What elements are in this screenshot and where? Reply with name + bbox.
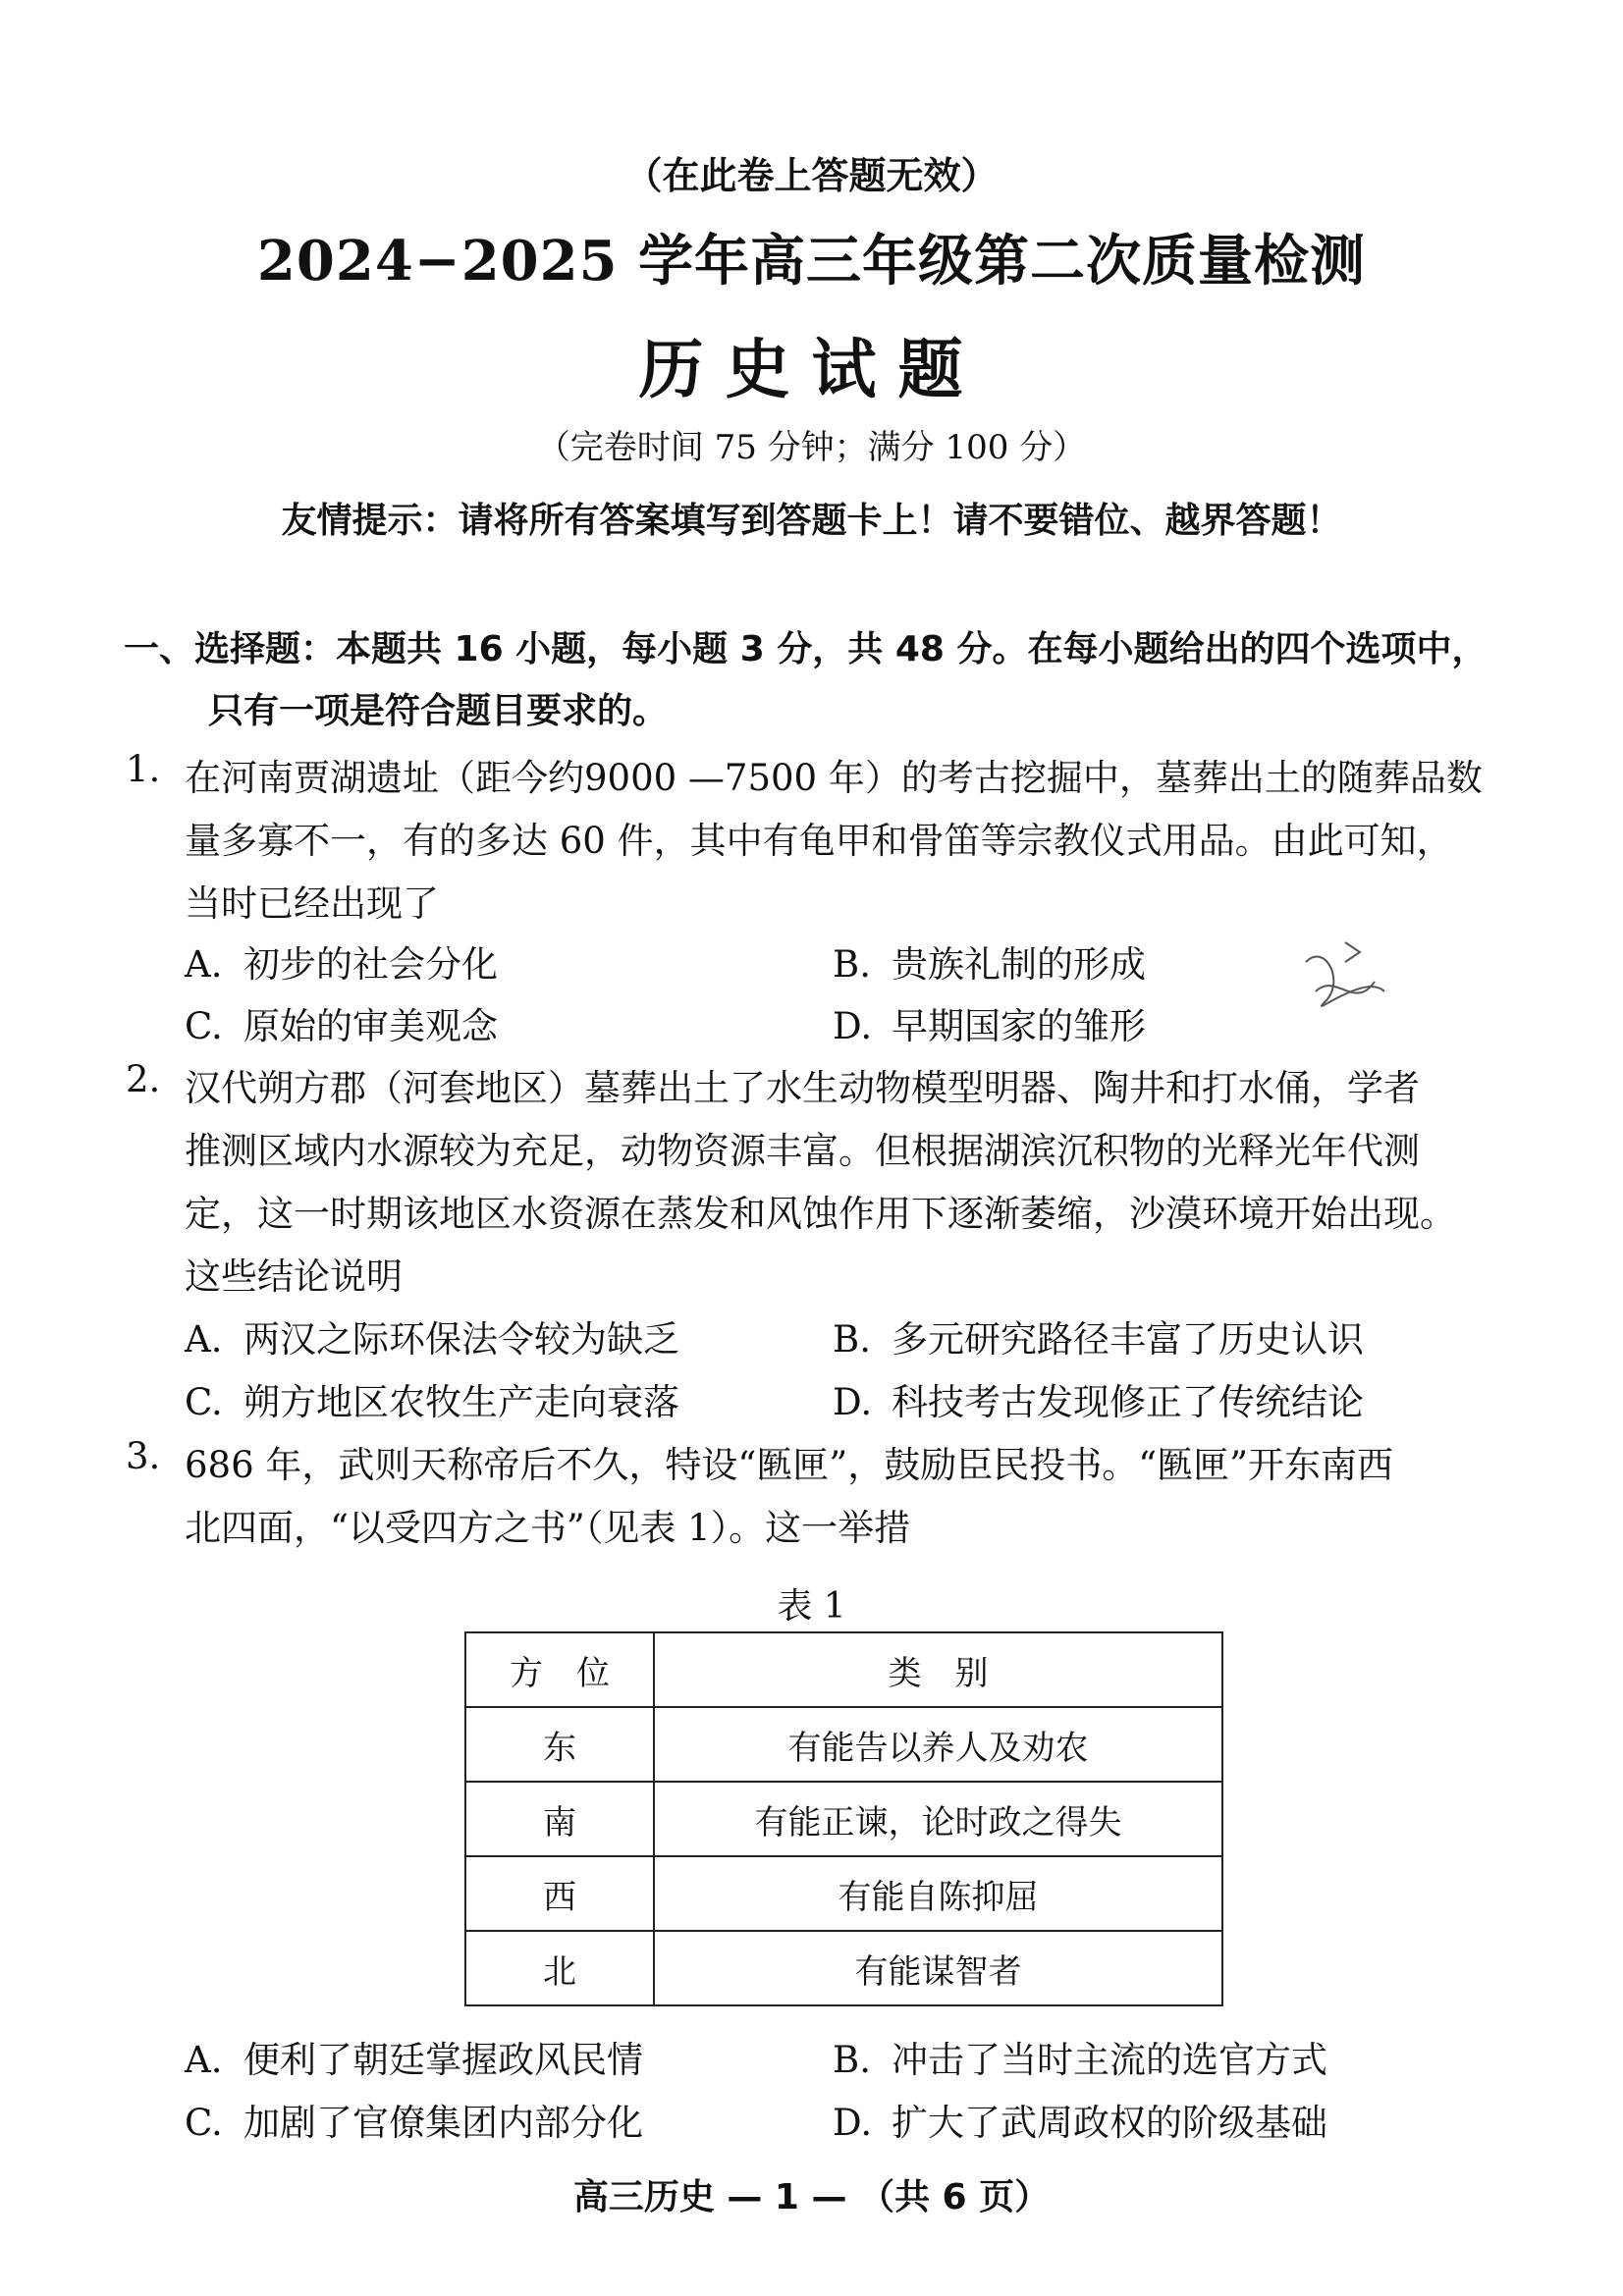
- option-text: 初步的社会分化: [243, 943, 498, 986]
- table-header-category: 类 别: [654, 1632, 1222, 1707]
- table-cell-category: 有能自陈抑屈: [654, 1856, 1222, 1931]
- question-3-option-d: [833, 2093, 1327, 2146]
- table-row: [465, 1782, 1222, 1856]
- question-1-stem-line-3: 当时已经出现了: [185, 882, 439, 925]
- option-text: 加剧了官僚集团内部分化: [243, 2102, 643, 2144]
- option-text: 便利了朝廷掌握政风民情: [243, 2039, 643, 2081]
- invalid-answer-notice: （在此卷上答题无效）: [624, 154, 999, 197]
- question-2-stem-line-1: 汉代朔方郡（河套地区）墓葬出土了水生动物模型明器、陶井和打水俑，学者: [185, 1067, 1420, 1109]
- question-2-stem-line-4: 这些结论说明: [185, 1255, 403, 1298]
- question-3-option-a: [185, 2030, 643, 2083]
- handwritten-scribble-mark: [1286, 933, 1404, 1031]
- option-text: 贵族礼制的形成: [892, 943, 1146, 986]
- table-cell-direction: 北: [465, 1931, 654, 2005]
- section-heading-line-1: 一、选择题：本题共 16 小题，每小题 3 分，共 48 分。在每小题给出的四个选项中，: [124, 629, 1488, 669]
- question-3-stem-line-1: 686 年，武则天称帝后不久，特设“匦匣”，鼓励臣民投书。“匦匣”开东南西: [185, 1444, 1394, 1486]
- subject-title: 历史试题: [638, 332, 985, 407]
- option-letter: B.: [833, 1318, 871, 1361]
- option-text: 朔方地区农牧生产走向衰落: [243, 1381, 679, 1423]
- option-letter: B.: [833, 943, 871, 986]
- option-text: 两汉之际环保法令较为缺乏: [243, 1318, 679, 1361]
- option-letter: C.: [185, 1005, 223, 1047]
- question-2-stem-line-2: 推测区域内水源较为充足，动物资源丰富。但根据湖滨沉积物的光释光年代测: [185, 1130, 1420, 1172]
- table-cell-direction: 南: [465, 1782, 654, 1856]
- question-1-stem-line-2: 量多寡不一，有的多达 60 件，其中有龟甲和骨笛等宗教仪式用品。由此可知，: [185, 820, 1453, 862]
- question-1-number: 1.: [126, 748, 161, 790]
- table-cell-category: 有能告以养人及劝农: [654, 1707, 1222, 1782]
- question-1-option-c: [185, 996, 498, 1049]
- question-2-option-a: [185, 1309, 679, 1362]
- option-letter: A.: [185, 2039, 223, 2081]
- option-text: 扩大了武周政权的阶级基础: [892, 2102, 1327, 2144]
- option-letter: D.: [833, 1005, 873, 1047]
- question-2-stem-line-3: 定，这一时期该地区水资源在蒸发和风蚀作用下逐渐萎缩，沙漠环境开始出现。: [185, 1193, 1456, 1235]
- option-letter: A.: [185, 1318, 223, 1361]
- exam-title: 2024−2025 学年高三年级第二次质量检测: [256, 229, 1367, 294]
- option-text: 早期国家的雏形: [892, 1005, 1146, 1047]
- option-text: 冲击了当时主流的选官方式: [892, 2039, 1327, 2081]
- table-header-row: [465, 1632, 1222, 1707]
- question-2-option-c: [185, 1372, 679, 1425]
- question-1-stem-line-1: 在河南贾湖遗址（距今约9000 —7500 年）的考古挖掘中，墓葬出土的随葬品数: [185, 757, 1483, 799]
- page-footer: 高三历史 — 1 — （共 6 页）: [572, 2177, 1051, 2217]
- option-text: 科技考古发现修正了传统结论: [892, 1381, 1364, 1423]
- friendly-tip: 友情提示：请将所有答案填写到答题卡上！请不要错位、越界答题！: [281, 501, 1342, 541]
- table-header-direction: 方 位: [465, 1632, 654, 1707]
- option-letter: B.: [833, 2039, 871, 2081]
- time-score-note: （完卷时间 75 分钟；满分 100 分）: [536, 428, 1087, 467]
- option-letter: C.: [185, 1381, 223, 1423]
- question-2-number: 2.: [126, 1058, 161, 1100]
- question-1-option-a: [185, 934, 498, 988]
- option-text: 原始的审美观念: [243, 1005, 498, 1047]
- question-3-option-c: [185, 2093, 643, 2146]
- section-heading-line-2: 只有一项是符合题目要求的。: [208, 691, 669, 731]
- table-cell-direction: 西: [465, 1856, 654, 1931]
- question-3-stem-line-2: 北四面，“以受四方之书”（见表 1）。这一举措: [185, 1507, 911, 1549]
- question-2-option-b: [833, 1309, 1364, 1362]
- question-1-option-b: [833, 934, 1146, 988]
- table-1: [464, 1631, 1223, 2006]
- table-row: [465, 1931, 1222, 2005]
- table-1-caption: 表 1: [777, 1586, 846, 1627]
- table-cell-category: 有能谋智者: [654, 1931, 1222, 2005]
- table-row: [465, 1707, 1222, 1782]
- option-letter: C.: [185, 2102, 223, 2144]
- question-1-option-d: [833, 996, 1146, 1049]
- option-letter: A.: [185, 943, 223, 986]
- option-letter: D.: [833, 2102, 873, 2144]
- question-3-number: 3.: [126, 1435, 161, 1477]
- table-cell-category: 有能正谏，论时政之得失: [654, 1782, 1222, 1856]
- option-letter: D.: [833, 1381, 873, 1423]
- question-2-option-d: [833, 1372, 1364, 1425]
- table-cell-direction: 东: [465, 1707, 654, 1782]
- option-text: 多元研究路径丰富了历史认识: [892, 1318, 1364, 1361]
- question-3-option-b: [833, 2030, 1327, 2083]
- table-row: [465, 1856, 1222, 1931]
